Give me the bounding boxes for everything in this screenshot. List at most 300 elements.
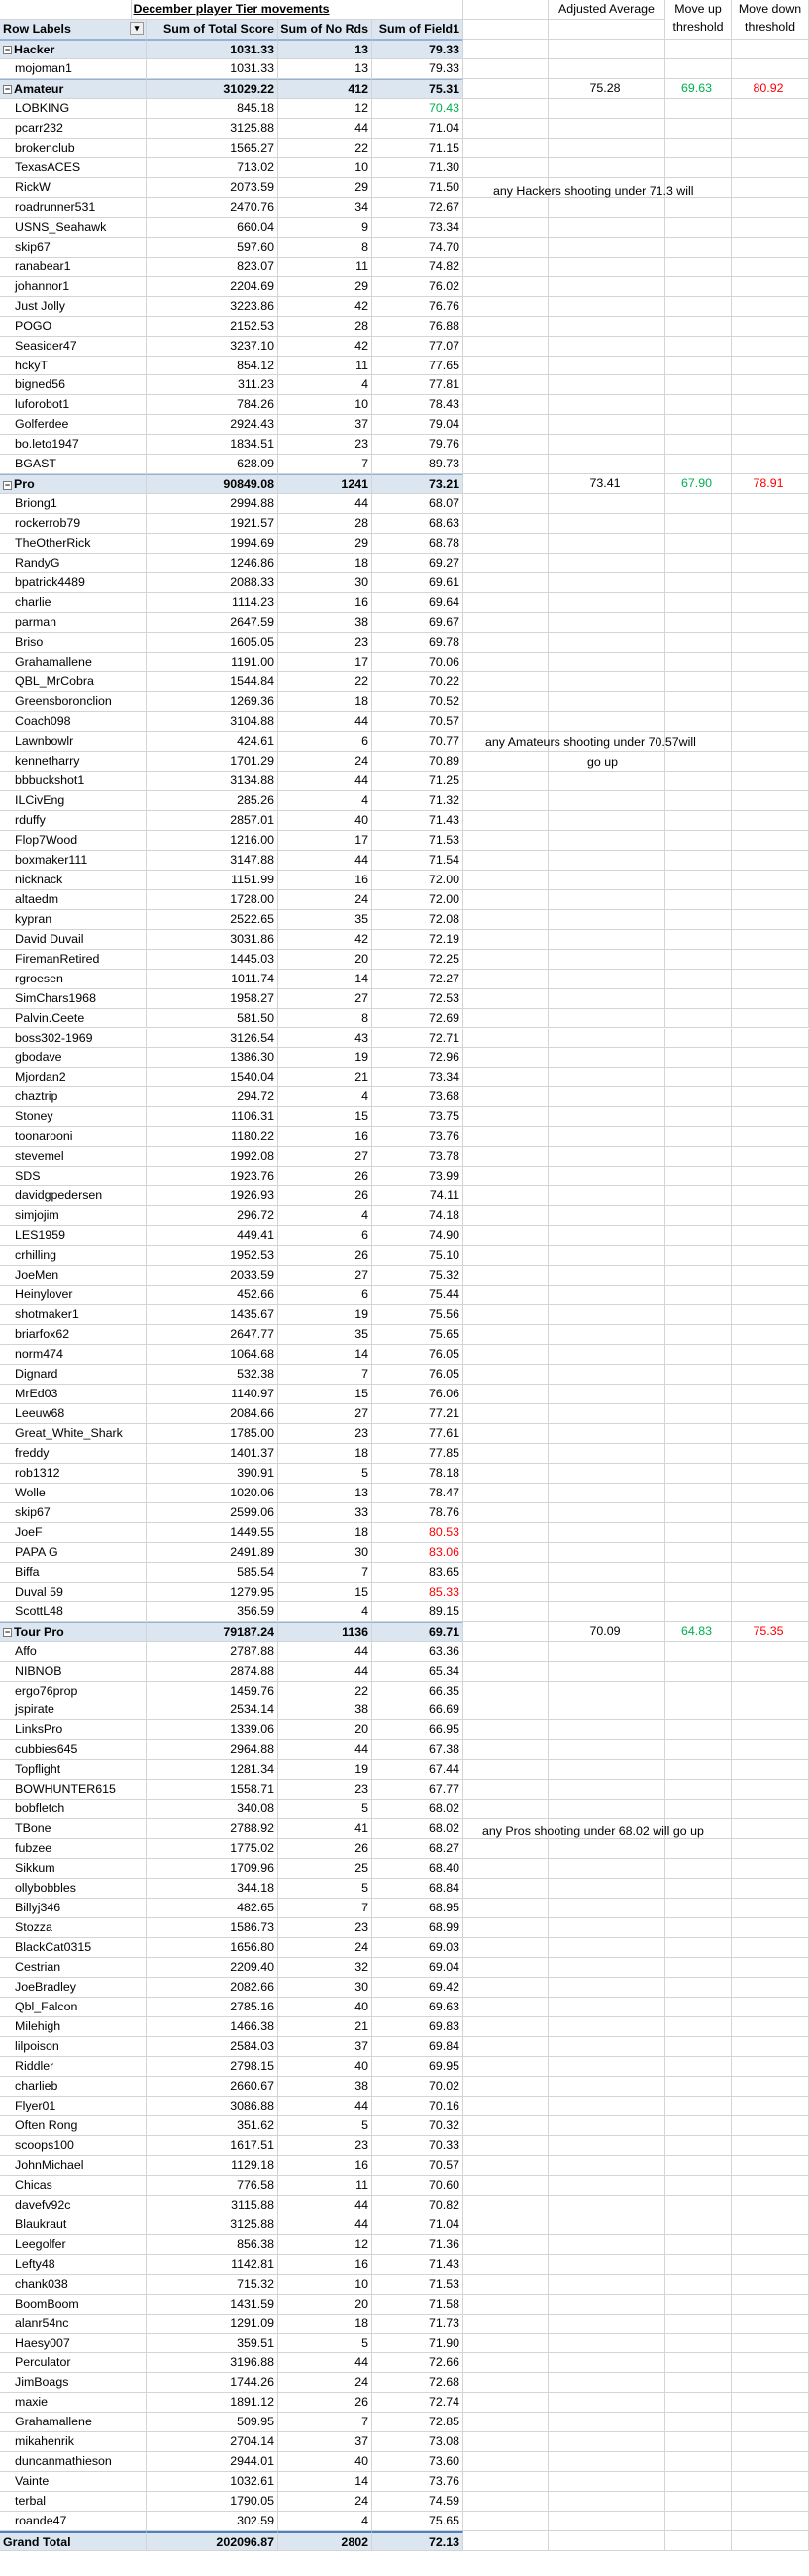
player-name: norm474: [0, 1345, 147, 1365]
cell: [463, 1424, 549, 1444]
move-up-cell: [665, 2353, 732, 2373]
move-down-cell: [732, 494, 809, 514]
no-rds-cell: 18: [278, 1523, 372, 1543]
move-down-cell: [732, 435, 809, 455]
player-name: FiremanRetired: [0, 950, 147, 970]
total-score-cell: 854.12: [147, 357, 278, 376]
filter-icon[interactable]: ▾: [130, 22, 144, 35]
no-rds-cell: 5: [278, 1464, 372, 1484]
adjusted-average-cell: [549, 1048, 665, 1068]
player-name: Milehigh: [0, 2017, 147, 2037]
total-score-cell: 1701.29: [147, 752, 278, 772]
move-down-cell: [732, 1503, 809, 1523]
move-up-cell: [665, 989, 732, 1009]
player-name: boss302-1969: [0, 1029, 147, 1049]
move-up-cell: [665, 277, 732, 297]
adjusted-average-cell: [549, 218, 665, 238]
table-row: [0, 1424, 809, 1444]
field1-cell: 80.53: [372, 1523, 463, 1543]
move-down-cell: [732, 1464, 809, 1484]
adjusted-average-cell: [549, 1958, 665, 1978]
no-rds-cell: 23: [278, 435, 372, 455]
total-score-cell: 1106.31: [147, 1107, 278, 1127]
field1-cell: 74.70: [372, 238, 463, 258]
table-row: [0, 593, 809, 613]
adjusted-average-cell: [549, 851, 665, 871]
move-up-cell: [665, 1385, 732, 1404]
adjusted-average-cell: [549, 2255, 665, 2275]
field1-cell: 70.57: [372, 712, 463, 732]
cell: [463, 2156, 549, 2176]
field1-cell: 69.64: [372, 593, 463, 613]
cell: [463, 218, 549, 238]
total-score-cell: 3126.54: [147, 1029, 278, 1049]
player-name: parman: [0, 613, 147, 633]
player-name: duncanmathieson: [0, 2452, 147, 2472]
move-up-cell: [665, 1424, 732, 1444]
no-rds-cell: 37: [278, 415, 372, 435]
adjusted-average-cell: [549, 811, 665, 831]
group-name: Amateur: [14, 81, 64, 96]
adjusted-average-cell: [549, 1444, 665, 1464]
field1-cell: 71.30: [372, 158, 463, 178]
table-row: [0, 950, 809, 970]
move-down-cell: [732, 1246, 809, 1266]
field1-cell: 65.34: [372, 1662, 463, 1682]
table-row: [0, 1048, 809, 1068]
move-down-cell: [732, 1068, 809, 1087]
field1-cell: 71.50: [372, 178, 463, 198]
no-rds-cell: 44: [278, 772, 372, 791]
field1-cell: 71.15: [372, 139, 463, 158]
total-score-cell: 2857.01: [147, 811, 278, 831]
player-name: bobfletch: [0, 1800, 147, 1819]
move-up-cell: [665, 970, 732, 989]
move-up-cell: [665, 139, 732, 158]
cell: [463, 554, 549, 573]
move-up-cell: [665, 2275, 732, 2295]
cell: [463, 0, 549, 20]
total-score-cell: 3223.86: [147, 297, 278, 317]
no-rds-cell: 22: [278, 139, 372, 158]
table-row: [0, 2512, 809, 2531]
move-down-cell: [732, 534, 809, 554]
no-rds-cell: 27: [278, 1266, 372, 1286]
player-name: BoomBoom: [0, 2295, 147, 2315]
total-score-header[interactable]: Sum of Total Score: [147, 20, 278, 40]
total-score-cell: 1923.76: [147, 1167, 278, 1186]
move-up-cell: [665, 2512, 732, 2531]
no-rds-cell: 10: [278, 395, 372, 415]
move-down-cell: [732, 1048, 809, 1068]
player-name: Palvin.Ceete: [0, 1009, 147, 1029]
no-rds-cell: 4: [278, 1087, 372, 1107]
move-down-cell: [732, 890, 809, 910]
move-down-cell: [732, 1484, 809, 1503]
move-down-cell: [732, 1424, 809, 1444]
move-down-cell: [732, 514, 809, 534]
table-row: [0, 910, 809, 930]
field1-cell: 75.10: [372, 1246, 463, 1266]
player-name: Biffa: [0, 1563, 147, 1583]
player-name: Affo: [0, 1642, 147, 1662]
move-down-cell: [732, 2492, 809, 2512]
move-down-cell: [732, 1325, 809, 1345]
total-score-cell: 1011.74: [147, 970, 278, 989]
move-up-cell: [665, 2235, 732, 2255]
table-row: [0, 1938, 809, 1958]
move-down-cell: [732, 1720, 809, 1740]
adjusted-average-cell: [549, 672, 665, 692]
move-down-cell: [732, 40, 809, 59]
no-rds-cell: 1241: [278, 474, 372, 494]
no-rds-cell: 40: [278, 811, 372, 831]
adjusted-average-cell: [549, 1186, 665, 1206]
move-up-cell: [665, 1839, 732, 1859]
field1-cell: 72.85: [372, 2413, 463, 2432]
move-up-cell: [665, 1068, 732, 1087]
table-row: [0, 1523, 809, 1543]
table-row: [0, 2393, 809, 2413]
move-down-cell: [732, 1998, 809, 2017]
move-up-cell: [665, 2315, 732, 2334]
table-row: [0, 415, 809, 435]
cell: [463, 593, 549, 613]
field1-header[interactable]: Sum of Field1: [372, 20, 463, 40]
total-score-cell: 3104.88: [147, 712, 278, 732]
adjusted-average-cell: [549, 950, 665, 970]
player-name: Often Rong: [0, 2116, 147, 2136]
adjusted-average-cell: [549, 435, 665, 455]
player-name: roadrunner531: [0, 198, 147, 218]
adjusted-average-cell: [549, 554, 665, 573]
move-up-cell: [665, 2334, 732, 2354]
field1-cell: 72.00: [372, 890, 463, 910]
no-rds-cell: 26: [278, 1246, 372, 1266]
total-score-cell: 1246.86: [147, 554, 278, 573]
player-name: rduffy: [0, 811, 147, 831]
no-rds-cell: 7: [278, 1563, 372, 1583]
move-down-cell: [732, 613, 809, 633]
move-up-cell: [665, 1642, 732, 1662]
no-rds-cell: 412: [278, 79, 372, 99]
table-row: [0, 1740, 809, 1760]
cell: [463, 1286, 549, 1305]
player-name: Golferdee: [0, 415, 147, 435]
total-score-cell: 424.61: [147, 732, 278, 752]
player-name: ranabear1: [0, 258, 147, 277]
move-up-cell: [665, 1127, 732, 1147]
adjusted-average-cell: [549, 930, 665, 950]
field1-cell: 66.69: [372, 1700, 463, 1720]
player-name: fubzee: [0, 1839, 147, 1859]
no-rds-cell: 24: [278, 890, 372, 910]
adjusted-average-cell: [549, 1266, 665, 1286]
group-label[interactable]: [0, 79, 147, 99]
adjusted-average-cell: [549, 1246, 665, 1266]
table-row: [0, 851, 809, 871]
player-name: ergo76prop: [0, 1682, 147, 1701]
field1-cell: 70.02: [372, 2077, 463, 2097]
total-score-cell: 1565.27: [147, 139, 278, 158]
group-label[interactable]: [0, 474, 147, 494]
field1-cell: 75.32: [372, 1266, 463, 1286]
table-row: [0, 238, 809, 258]
no-rds-cell: 44: [278, 1642, 372, 1662]
total-score-cell: 1269.36: [147, 692, 278, 712]
grand-total-field1: 72.13: [372, 2531, 463, 2551]
cell: [463, 1780, 549, 1800]
move-up-header: Move up threshold: [665, 0, 732, 40]
player-name: Grahamallene: [0, 653, 147, 672]
adjusted-average-cell: [549, 970, 665, 989]
field1-cell: 77.61: [372, 1424, 463, 1444]
field1-cell: 69.67: [372, 613, 463, 633]
table-row: [0, 198, 809, 218]
move-down-cell: [732, 811, 809, 831]
field1-cell: 67.77: [372, 1780, 463, 1800]
field1-cell: 73.34: [372, 1068, 463, 1087]
table-row: [0, 2156, 809, 2176]
table-row: [0, 672, 809, 692]
move-down-cell: [732, 1839, 809, 1859]
minus-box-icon[interactable]: −: [4, 45, 11, 55]
player-name: davefv92c: [0, 2196, 147, 2215]
cell: [463, 1800, 549, 1819]
player-name: bbbuckshot1: [0, 772, 147, 791]
table-row: [0, 258, 809, 277]
move-up-cell: [665, 1206, 732, 1226]
move-down-cell: [732, 1642, 809, 1662]
cell: [463, 317, 549, 337]
move-up-cell: [665, 2017, 732, 2037]
adjusted-average-cell: [549, 1305, 665, 1325]
total-score-cell: 340.08: [147, 1800, 278, 1819]
total-score-cell: 2944.01: [147, 2452, 278, 2472]
no-rds-cell: 17: [278, 831, 372, 851]
move-down-cell: [732, 198, 809, 218]
move-down-cell: [732, 1583, 809, 1602]
adjusted-average-cell: [549, 2116, 665, 2136]
field1-cell: 69.78: [372, 633, 463, 653]
cell: [463, 1682, 549, 1701]
field1-cell: 69.61: [372, 573, 463, 593]
note-pros: any Pros shooting under 68.02 will go up: [482, 1824, 704, 1838]
cell: [463, 2413, 549, 2432]
table-row: [0, 2315, 809, 2334]
move-down-cell: [732, 2353, 809, 2373]
minus-box-icon[interactable]: −: [4, 1626, 11, 1637]
no-rds-cell: 13: [278, 1484, 372, 1503]
adjusted-average-cell: [549, 1859, 665, 1879]
adjusted-average-cell: [549, 494, 665, 514]
total-score-cell: 1709.96: [147, 1859, 278, 1879]
player-name: briarfox62: [0, 1325, 147, 1345]
player-name: LinksPro: [0, 1720, 147, 1740]
group-label[interactable]: [0, 40, 147, 59]
move-down-cell: [732, 2156, 809, 2176]
move-down-cell: [732, 2037, 809, 2057]
player-name: alanr54nc: [0, 2315, 147, 2334]
move-up-cell: [665, 593, 732, 613]
move-up-cell: [665, 653, 732, 672]
player-name: Grahamallene: [0, 2413, 147, 2432]
table-row: [0, 455, 809, 474]
player-name: SimChars1968: [0, 989, 147, 1009]
adjusted-average-cell: [549, 1642, 665, 1662]
adjusted-average-cell: [549, 1424, 665, 1444]
field1-cell: 77.07: [372, 337, 463, 357]
cell: [463, 1226, 549, 1246]
row-labels-header-cell[interactable]: [0, 20, 147, 40]
move-up-cell: [665, 198, 732, 218]
player-name: Stozza: [0, 1918, 147, 1938]
move-down-cell: [732, 1523, 809, 1543]
move-down-cell: [732, 2373, 809, 2393]
cell: [463, 375, 549, 395]
move-down-cell: [732, 653, 809, 672]
no-rds-cell: 44: [278, 2097, 372, 2116]
cell: [463, 1839, 549, 1859]
move-down-cell: [732, 593, 809, 613]
total-score-cell: 2073.59: [147, 178, 278, 198]
player-name: Seasider47: [0, 337, 147, 357]
table-row: [0, 158, 809, 178]
total-score-cell: 776.58: [147, 2176, 278, 2196]
player-name: rob1312: [0, 1464, 147, 1484]
move-up-cell: [665, 1305, 732, 1325]
move-up-cell: [665, 1266, 732, 1286]
adjusted-average-cell: [549, 1543, 665, 1563]
move-up-cell: [665, 1048, 732, 1068]
field1-cell: 70.16: [372, 2097, 463, 2116]
field1-cell: 70.89: [372, 752, 463, 772]
move-up-cell: [665, 890, 732, 910]
player-name: Mjordan2: [0, 1068, 147, 1087]
field1-cell: 69.95: [372, 2057, 463, 2077]
table-row: [0, 1543, 809, 1563]
adjusted-average-cell: [549, 2215, 665, 2235]
player-name: JohnMichael: [0, 2156, 147, 2176]
cell: [463, 2472, 549, 2492]
field1-cell: 68.27: [372, 1839, 463, 1859]
total-score-cell: 845.18: [147, 99, 278, 119]
move-up-cell: [665, 791, 732, 811]
total-score-cell: 1617.51: [147, 2136, 278, 2156]
table-row: [0, 811, 809, 831]
no-rds-cell: 44: [278, 851, 372, 871]
total-score-cell: 294.72: [147, 1087, 278, 1107]
move-up-cell: [665, 1107, 732, 1127]
total-score-cell: 1431.59: [147, 2295, 278, 2315]
group-label[interactable]: [0, 1622, 147, 1642]
cell: [463, 1206, 549, 1226]
field1-cell: 76.88: [372, 317, 463, 337]
move-up-cell: [665, 2295, 732, 2315]
player-name: hckyT: [0, 357, 147, 376]
no-rds-cell: 23: [278, 1780, 372, 1800]
total-score-cell: 1191.00: [147, 653, 278, 672]
table-row: [0, 2196, 809, 2215]
cell: [463, 1602, 549, 1622]
table-row: [0, 1167, 809, 1186]
table-row: [0, 554, 809, 573]
no-rds-cell: 42: [278, 337, 372, 357]
field1-cell: 68.95: [372, 1899, 463, 1918]
adjusted-average-cell: [549, 1484, 665, 1503]
cell: [549, 20, 665, 40]
move-up-cell: [665, 2472, 732, 2492]
move-up-cell: [665, 1780, 732, 1800]
field1-cell: 67.38: [372, 1740, 463, 1760]
total-score-cell: 509.95: [147, 2413, 278, 2432]
move-down-cell: [732, 573, 809, 593]
no-rds-cell: 42: [278, 930, 372, 950]
field1-cell: 68.63: [372, 514, 463, 534]
adjusted-average-cell: [549, 1918, 665, 1938]
minus-box-icon[interactable]: −: [4, 479, 11, 490]
field1-cell: 74.11: [372, 1186, 463, 1206]
player-name: Perculator: [0, 2353, 147, 2373]
field1-cell: 76.05: [372, 1365, 463, 1385]
table-row: [0, 1325, 809, 1345]
player-name: mojoman1: [0, 59, 147, 79]
no-rds-cell: 21: [278, 2017, 372, 2037]
player-name: chank038: [0, 2275, 147, 2295]
no-rds-cell: 16: [278, 1127, 372, 1147]
player-name: skip67: [0, 1503, 147, 1523]
move-down-cell: [732, 375, 809, 395]
move-up-cell: [665, 1147, 732, 1167]
adjusted-average-cell: [549, 395, 665, 415]
adjusted-average-cell: [549, 910, 665, 930]
player-name: Sikkum: [0, 1859, 147, 1879]
total-score-cell: 1401.37: [147, 1444, 278, 1464]
adjusted-average-cell: [549, 890, 665, 910]
move-down-cell: [732, 1918, 809, 1938]
move-up-cell: [665, 415, 732, 435]
no-rds-header[interactable]: Sum of No Rds: [278, 20, 372, 40]
table-row: [0, 1009, 809, 1029]
total-score-cell: 1114.23: [147, 593, 278, 613]
total-score-cell: 1926.93: [147, 1186, 278, 1206]
minus-box-icon[interactable]: −: [4, 84, 11, 95]
cell: [463, 950, 549, 970]
move-up-cell: [665, 2176, 732, 2196]
move-down-cell: [732, 1958, 809, 1978]
no-rds-cell: 16: [278, 871, 372, 890]
move-down-cell: [732, 395, 809, 415]
field1-cell: 73.68: [372, 1087, 463, 1107]
total-score-cell: 482.65: [147, 1899, 278, 1918]
total-score-cell: 3134.88: [147, 772, 278, 791]
player-name: Leegolfer: [0, 2235, 147, 2255]
move-down-cell: [732, 158, 809, 178]
move-up-cell: [665, 1583, 732, 1602]
adjusted-average-cell: [549, 534, 665, 554]
no-rds-cell: 5: [278, 1800, 372, 1819]
player-name: Stoney: [0, 1107, 147, 1127]
total-score-cell: 2964.88: [147, 1740, 278, 1760]
field1-cell: 77.21: [372, 1404, 463, 1424]
adjusted-average-cell: [549, 2295, 665, 2315]
table-row: [0, 1068, 809, 1087]
cell: [463, 2315, 549, 2334]
move-up-cell: [665, 1662, 732, 1682]
field1-cell: 79.76: [372, 435, 463, 455]
adjusted-average-cell: [549, 1662, 665, 1682]
field1-cell: 71.53: [372, 831, 463, 851]
